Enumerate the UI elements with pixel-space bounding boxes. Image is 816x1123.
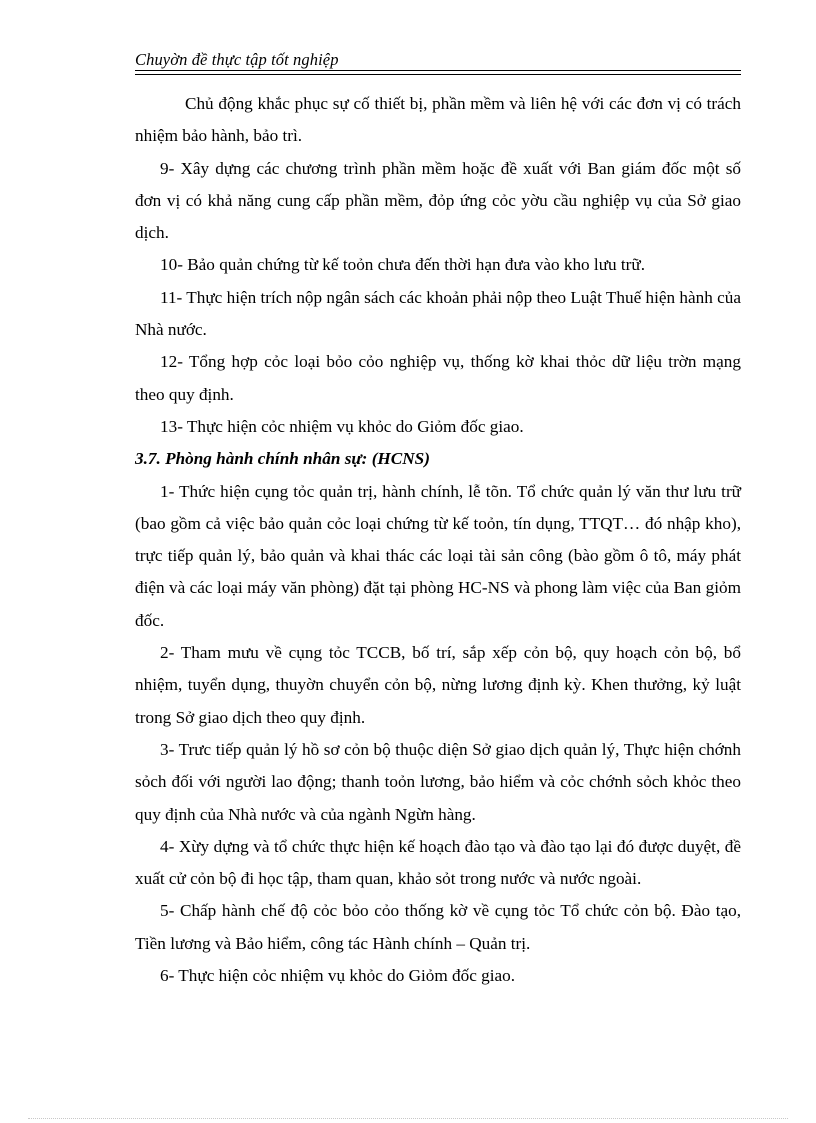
- page-header: [135, 50, 741, 70]
- paragraph: 9- Xây dựng các chương trình phần mềm hoặc đề xuất với Ban giám đốc một số đơn vị có khả năng cung cấp phần mềm, đỏp ứng cỏc yờu cầu nghiệp vụ của Sở giao dịch.: [135, 158, 741, 243]
- paragraph: 13- Thực hiện cỏc nhiệm vụ khỏc do Giỏm đốc giao.: [160, 416, 524, 436]
- section-paragraph: 6- Thực hiện cỏc nhiệm vụ khỏc do Giỏm đốc giao.: [160, 966, 516, 986]
- paragraph: Chủ động khắc phục sự cố thiết bị, phần mềm và liên hệ với các đơn vị có trách nhiệm bảo hành, bảo trì.: [135, 94, 741, 146]
- header-title: Chuyờn đề thực tập tốt nghiệp: [135, 50, 339, 69]
- section-paragraph: 4- Xừy dựng và tổ chức thực hiện kế hoạch đào tạo và đào tạo lại đó được duyệt, đề xuất cử cỏn bộ đi học tập, tham quan, khảo sỏt trong nước và nước ngoài.: [135, 836, 741, 889]
- section-paragraph: 2- Tham mưu về cụng tỏc TCCB, bố trí, sắp xếp cỏn bộ, quy hoạch cỏn bộ, bổ nhiệm, tuyển dụng, thuyờn chuyển cỏn bộ, nừng lương định kỳ. Khen thưởng, kỷ luật trong Sở giao dịch theo quy định.: [135, 643, 741, 727]
- header-rule-thick: [135, 70, 741, 71]
- header-rule-thin: [135, 74, 741, 75]
- section-heading: 3.7. Phòng hành chính nhân sự: (HCNS): [135, 449, 430, 469]
- paragraph: 11- Thực hiện trích nộp ngân sách các khoản phải nộp theo Luật Thuế hiện hành của Nhà nước.: [135, 287, 741, 340]
- paragraph: 12- Tổng hợp cỏc loại bỏo cỏo nghiệp vụ, thống kờ khai thỏc dữ liệu trờn mạng theo quy định.: [135, 352, 741, 404]
- section-paragraph: 3- Trưc tiếp quản lý hồ sơ cỏn bộ thuộc diện Sở giao dịch quản lý, Thực hiện chớnh sỏch đối với người lao động; thanh toỏn lương, bảo hiểm và cỏc chớnh sỏch khỏc theo quy định của Nhà nước và của ngành Ngừn hàng.: [135, 739, 741, 824]
- footer-divider: [28, 1118, 788, 1119]
- section-paragraph: 5- Chấp hành chế độ cỏc bỏo cỏo thống kờ về cụng tỏc Tổ chức cỏn bộ. Đào tạo, Tiền lương và Bảo hiểm, công tác Hành chính – Quản trị.: [135, 901, 741, 953]
- paragraph: 10- Bảo quản chứng từ kế toỏn chưa đến thời hạn đưa vào kho lưu trữ.: [160, 255, 646, 275]
- section-paragraph: 1- Thức hiện cụng tỏc quản trị, hành chính, lễ tõn. Tổ chức quản lý văn thư lưu trữ (bao gồm cả việc bảo quản cỏc loại chứng từ kế toỏn, tín dụng, TTQT… đó nhập kho), trực tiếp quản lý, bảo quản và khai thác các loại tài sản công (bào gồm ô tô, máy phát điện và các loại máy văn phòng) đặt tại phòng HC-NS và phong làm việc của Ban giỏm đốc.: [135, 481, 741, 630]
- document-body: [135, 88, 741, 992]
